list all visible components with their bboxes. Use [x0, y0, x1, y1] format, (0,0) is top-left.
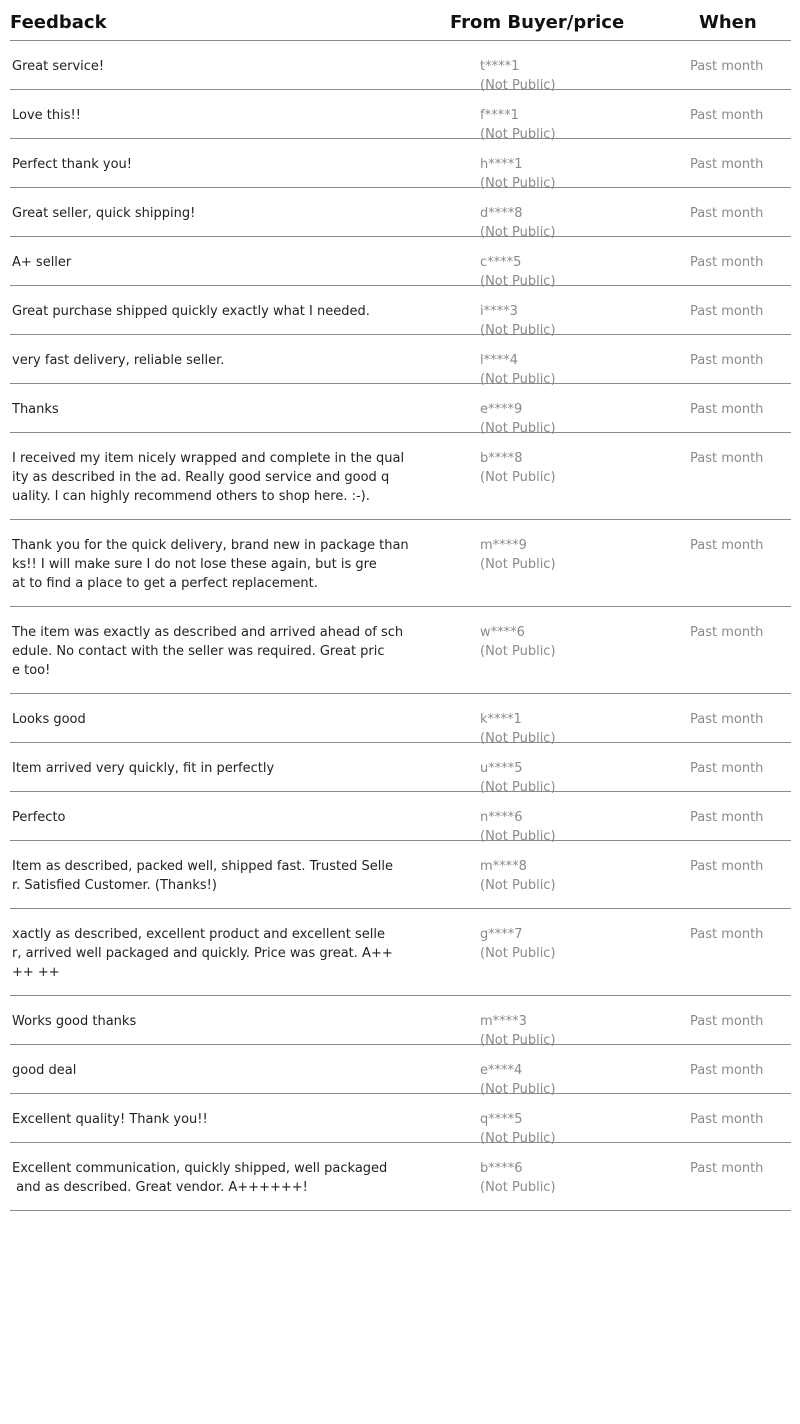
buyer-cell [480, 1159, 556, 1197]
when-cell: Past month [690, 538, 764, 553]
buyer-price: (Not Public) [480, 557, 556, 572]
buyer-name: q****5 [480, 1112, 523, 1127]
buyer-name: b****6 [480, 1161, 523, 1176]
table-row [10, 841, 791, 909]
table-row [10, 520, 791, 607]
when-cell: Past month [690, 108, 764, 123]
buyer-price: (Not Public) [480, 274, 556, 289]
buyer-name: e****9 [480, 402, 523, 417]
buyer-price: (Not Public) [480, 176, 556, 191]
when-cell: Past month [690, 255, 764, 270]
feedback-text: Looks good [12, 712, 86, 727]
feedback-text: A+ seller [12, 255, 72, 270]
buyer-cell [480, 925, 556, 963]
when-cell: Past month [690, 1161, 764, 1176]
buyer-name: b****8 [480, 451, 523, 466]
table-row [10, 743, 791, 795]
when-cell: Past month [690, 712, 764, 727]
table-row [10, 607, 791, 694]
when-cell: Past month [690, 206, 764, 221]
buyer-name: l****4 [480, 353, 518, 368]
feedback-text: Works good thanks [12, 1014, 137, 1029]
header-buyer-price: From Buyer/price [450, 12, 625, 33]
buyer-name: h****1 [480, 157, 523, 172]
table-row [10, 335, 791, 387]
feedback-text: I received my item nicely wrapped and complete in the qual ity as described in the ad. Really good service and good q uality. I can highly recommend others to shop here. :-). [12, 451, 405, 504]
feedback-text: Perfecto [12, 810, 66, 825]
table-row [10, 286, 791, 338]
feedback-text: Item as described, packed well, shipped fast. Trusted Selle r. Satisfied Customer. (Thanks!) [12, 859, 393, 893]
buyer-name: f****1 [480, 108, 519, 123]
header-when: When [699, 12, 757, 33]
buyer-price: (Not Public) [480, 946, 556, 961]
buyer-cell [480, 449, 556, 487]
feedback-text: xactly as described, excellent product and excellent selle r, arrived well packaged and quickly. Price was great. A++ ++ ++ [12, 927, 393, 980]
buyer-price: (Not Public) [480, 1180, 556, 1195]
feedback-text: Excellent communication, quickly shipped, well packaged and as described. Great vendor. A++++++! [12, 1161, 388, 1195]
buyer-price: (Not Public) [480, 421, 556, 436]
when-cell: Past month [690, 927, 764, 942]
buyer-name: t****1 [480, 59, 520, 74]
table-row [10, 237, 791, 289]
table-row [10, 139, 791, 191]
table-row [10, 188, 791, 240]
table-row [10, 792, 791, 844]
table-header [10, 0, 791, 41]
buyer-price: (Not Public) [480, 829, 556, 844]
when-cell: Past month [690, 304, 764, 319]
buyer-name: m****8 [480, 859, 527, 874]
buyer-price: (Not Public) [480, 878, 556, 893]
when-cell: Past month [690, 625, 764, 640]
buyer-name: w****6 [480, 625, 525, 640]
feedback-text: Perfect thank you! [12, 157, 132, 172]
buyer-cell [480, 536, 556, 574]
buyer-price: (Not Public) [480, 780, 556, 795]
when-cell: Past month [690, 1063, 764, 1078]
feedback-text: Thanks [12, 402, 59, 417]
table-row [10, 433, 791, 520]
buyer-price: (Not Public) [480, 1131, 556, 1146]
buyer-name: e****4 [480, 1063, 523, 1078]
buyer-price: (Not Public) [480, 470, 556, 485]
table-row [10, 996, 791, 1048]
header-feedback: Feedback [10, 12, 107, 33]
buyer-name: n****6 [480, 810, 523, 825]
table-row [10, 384, 791, 436]
table-row [10, 1094, 791, 1146]
buyer-name: k****1 [480, 712, 522, 727]
table-row [10, 694, 791, 746]
when-cell: Past month [690, 353, 764, 368]
buyer-price: (Not Public) [480, 127, 556, 142]
buyer-price: (Not Public) [480, 731, 556, 746]
feedback-text: Thank you for the quick delivery, brand new in package than ks!! I will make sure I do not lose these again, but is gre at to find a place to get a perfect replacement. [12, 538, 409, 591]
buyer-cell [480, 857, 556, 895]
buyer-price: (Not Public) [480, 78, 556, 93]
buyer-price: (Not Public) [480, 323, 556, 338]
table-row [10, 41, 791, 93]
buyer-cell [480, 623, 556, 661]
buyer-name: d****8 [480, 206, 523, 221]
buyer-name: g****7 [480, 927, 523, 942]
buyer-price: (Not Public) [480, 372, 556, 387]
when-cell: Past month [690, 157, 764, 172]
feedback-text: Love this!! [12, 108, 81, 123]
feedback-text: Excellent quality! Thank you!! [12, 1112, 208, 1127]
when-cell: Past month [690, 451, 764, 466]
feedback-text: good deal [12, 1063, 77, 1078]
buyer-price: (Not Public) [480, 225, 556, 240]
buyer-price: (Not Public) [480, 644, 556, 659]
buyer-name: c****5 [480, 255, 522, 270]
table-row [10, 90, 791, 142]
feedback-text: Item arrived very quickly, fit in perfectly [12, 761, 275, 776]
feedback-table [10, 0, 791, 1211]
table-row [10, 1045, 791, 1097]
feedback-text: Great service! [12, 59, 105, 74]
when-cell: Past month [690, 810, 764, 825]
buyer-name: i****3 [480, 304, 518, 319]
feedback-text: The item was exactly as described and arrived ahead of sch edule. No contact with the seller was required. Great pric e too! [12, 625, 404, 678]
when-cell: Past month [690, 1014, 764, 1029]
when-cell: Past month [690, 402, 764, 417]
buyer-price: (Not Public) [480, 1082, 556, 1097]
feedback-text: very fast delivery, reliable seller. [12, 353, 225, 368]
buyer-name: m****3 [480, 1014, 527, 1029]
buyer-name: m****9 [480, 538, 527, 553]
when-cell: Past month [690, 59, 764, 74]
buyer-price: (Not Public) [480, 1033, 556, 1048]
feedback-text: Great seller, quick shipping! [12, 206, 196, 221]
when-cell: Past month [690, 859, 764, 874]
when-cell: Past month [690, 761, 764, 776]
feedback-text: Great purchase shipped quickly exactly what I needed. [12, 304, 370, 319]
buyer-name: u****5 [480, 761, 523, 776]
table-row [10, 1143, 791, 1211]
when-cell: Past month [690, 1112, 764, 1127]
table-row [10, 909, 791, 996]
